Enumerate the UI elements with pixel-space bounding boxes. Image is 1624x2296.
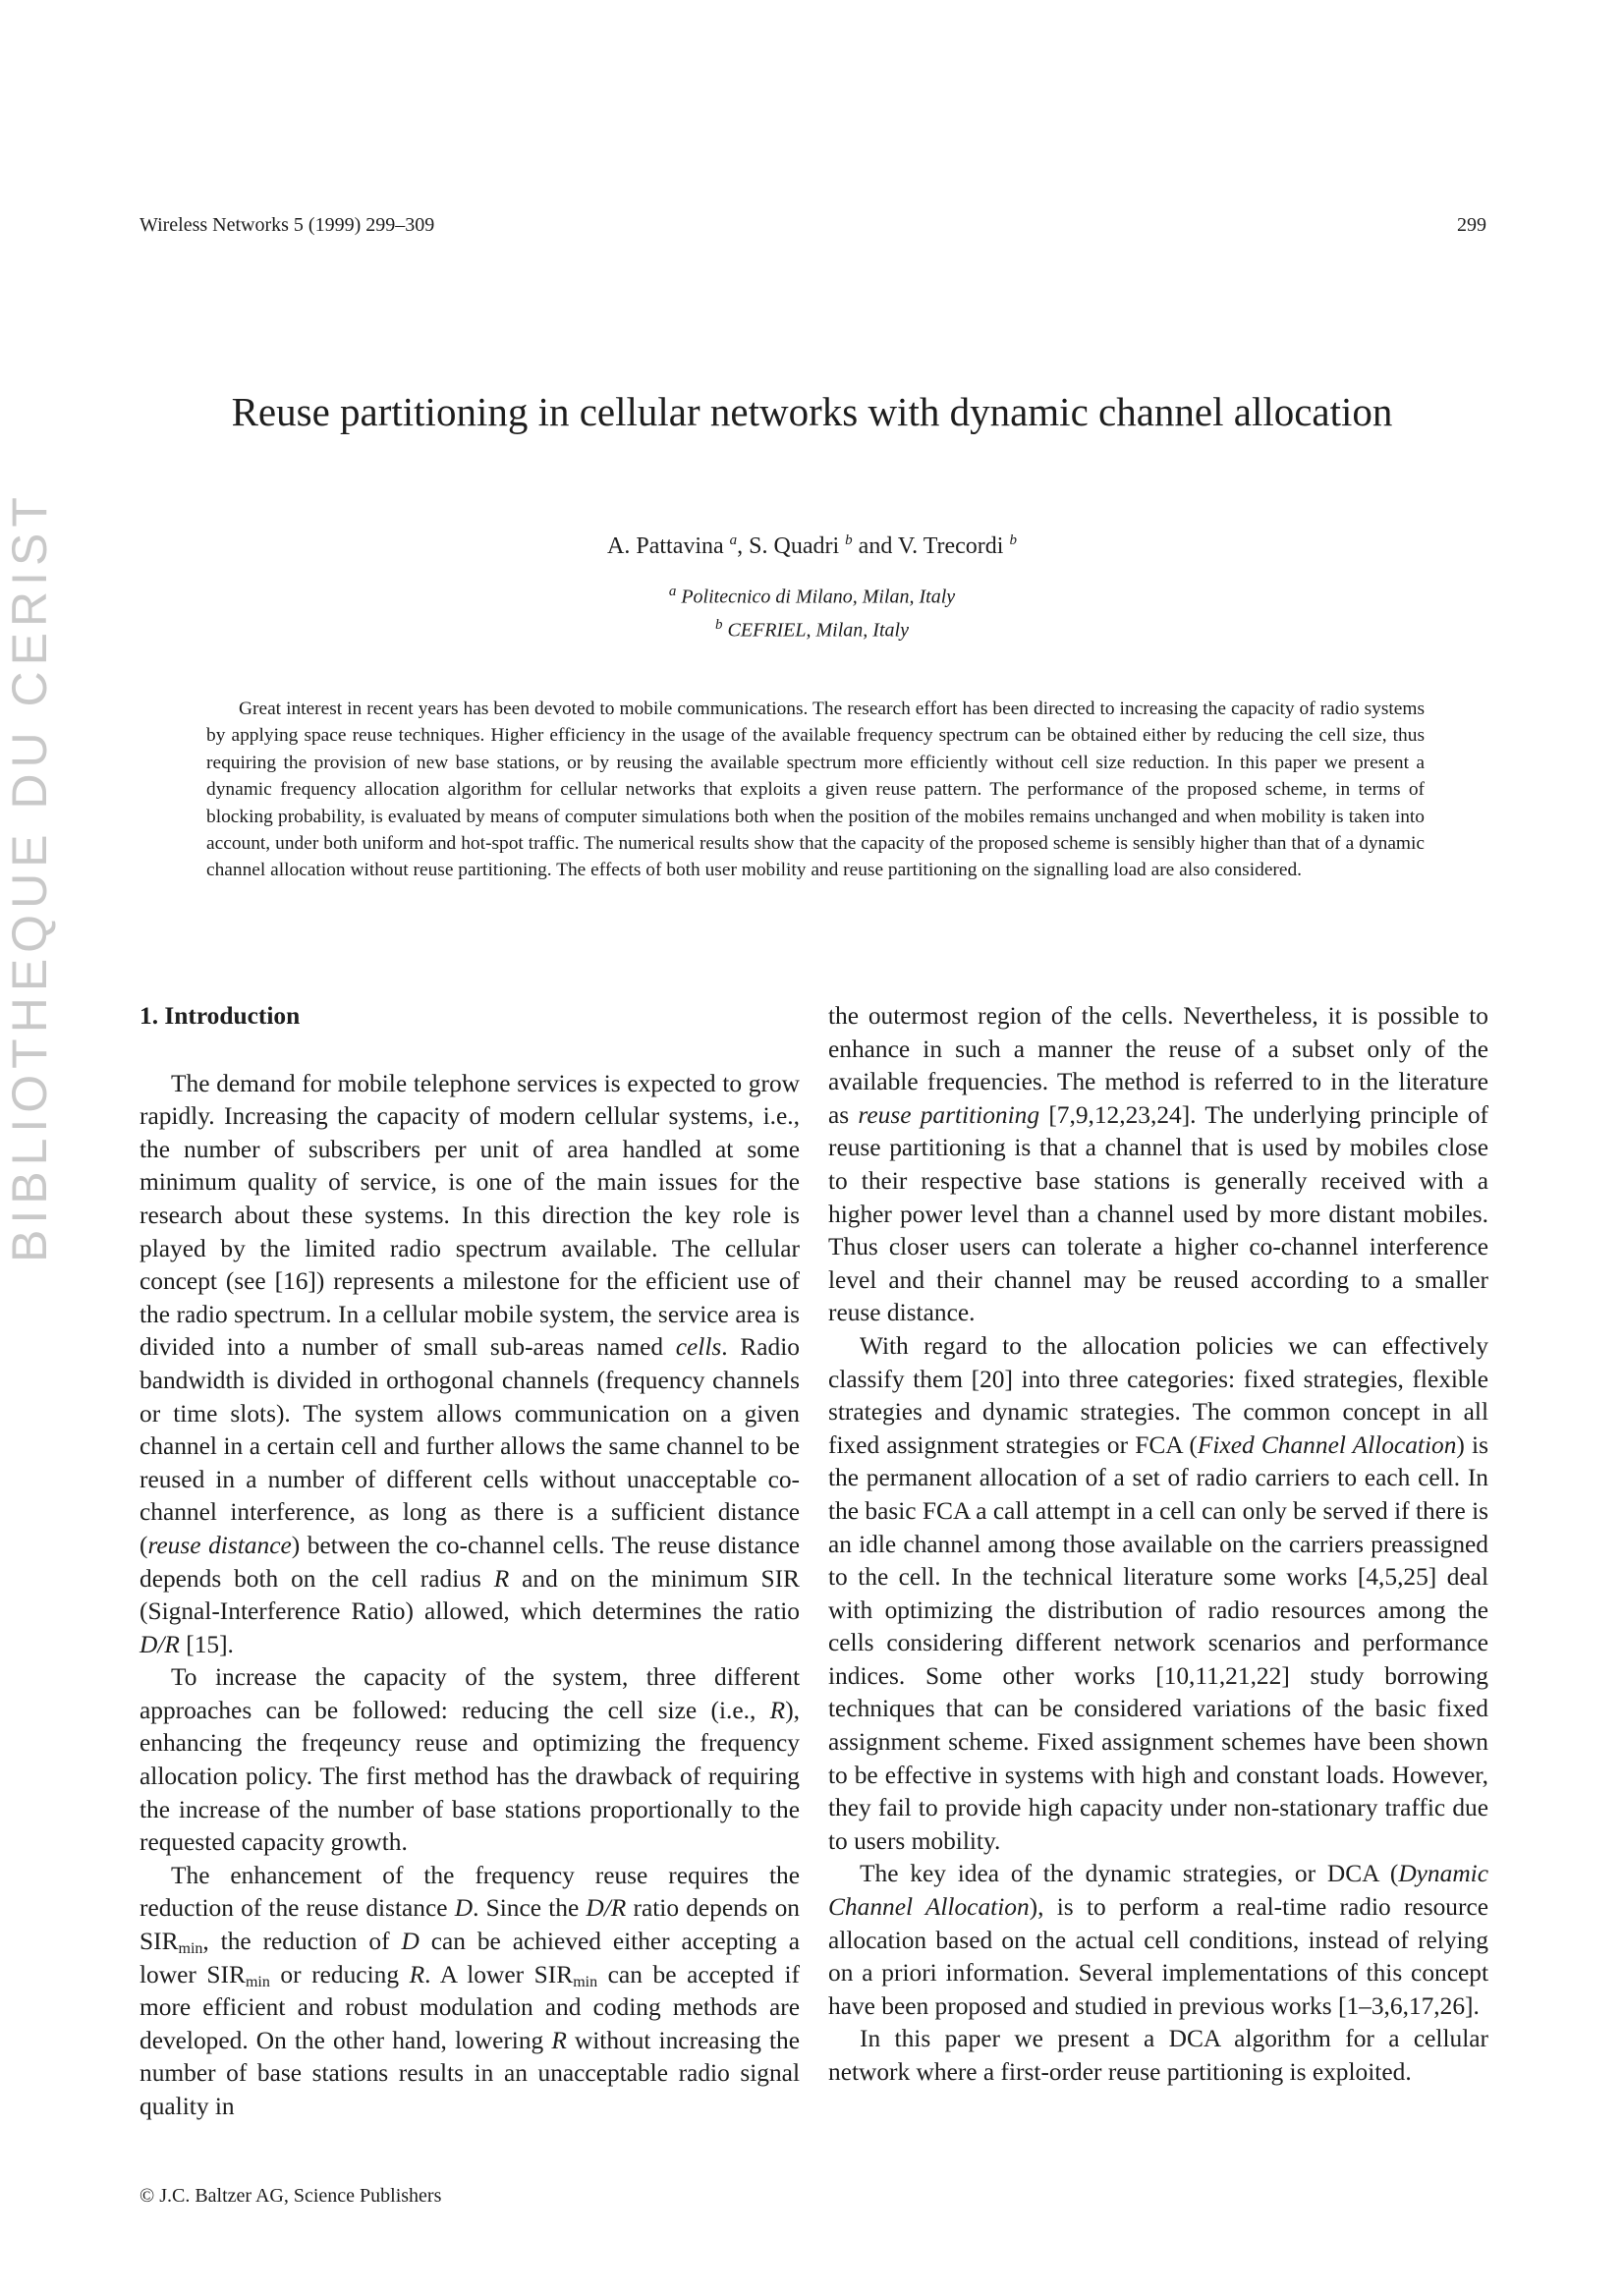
author-name: and V. Trecordi xyxy=(852,533,1004,559)
library-watermark: BIBLIOTHEQUE DU CERIST xyxy=(2,491,57,1262)
affiliation-b: $^b$ CEFRIEL, Milan, Italy xyxy=(715,616,909,642)
section-heading: 1. Introduction xyxy=(140,1002,301,1030)
paragraph: The enhancement of the frequency reuse requires the reduction of the reuse distance D. Since the D/R ratio depends on $SIR_{min}$, the reduction of D can be achieved either accepting a lower $SIR_{min}$ or reducing R. A lower $SIR_{min}$ can be accepted if more efficient and robust modulation and coding methods are developed. On the other hand, lowering R without increasing the number of base stations results in an unacceptable radio signal quality in xyxy=(140,1861,801,2120)
copyright-footer: © J.C. Baltzer AG, Science Publishers xyxy=(140,2185,442,2207)
paragraph: the outermost region of the cells. Nevertheless, it is possible to enhance in such a manner the reuse of a subset only of the available frequencies. The method is referred to in the literature as reuse partitioning [7,9,12,23,24]. The underlying principle of reuse partitioning is that a channel that is used by mobiles close to their respective base stations is generally received with a higher power level than a channel used by more distant mobiles. Thus closer users can tolerate a higher co-channel interference level and their channel may be reused according to a smaller reuse distance. xyxy=(828,1002,1488,1327)
affiliation-mark: a xyxy=(729,532,738,548)
page-number: 299 xyxy=(1457,214,1486,236)
right-column xyxy=(828,1000,1488,2090)
author-name: A. Pattavina xyxy=(607,533,724,559)
paper-title: Reuse partitioning in cellular networks with dynamic channel allocation xyxy=(231,389,1393,434)
left-column xyxy=(140,1000,800,2124)
paragraph: The demand for mobile telephone services is expected to grow rapidly. Increasing the capacity of modern cellular systems, i.e., the number of subscribers per unit of area handled at some minimum quality of service, is one of the main issues for the research about these systems. In this direction the key role is played by the limited radio spectrum available. The cellular concept (see [16]) represents a milestone for the efficient use of the radio spectrum. In a cellular mobile system, the service area is divided into a number of small sub-areas named cells. Radio bandwidth is divided in orthogonal channels (frequency channels or time slots). The system allows communication on a given channel in a certain cell and further allows the same channel to be reused in a number of different cells without unacceptable co-channel interference, as long as there is a sufficient distance (reuse distance) between the co-channel cells. The reuse distance depends both on the cell radius R and on the minimum SIR (Signal-Interference Ratio) allowed, which determines the ratio D/R [15]. xyxy=(140,1069,800,1658)
author-name: , S. Quadri xyxy=(737,533,840,559)
affiliation-mark: b xyxy=(845,532,853,548)
abstract: Great interest in recent years has been devoted to mobile communications. The research effort has been directed to increasing the capacity of radio systems by applying space reuse techniques. Higher efficiency in the usage of the available frequency spectrum can be obtained either by reducing the cell size, thus requiring the provision of new base stations, or by reusing the available spectrum more efficiently without cell size reduction. In this paper we present a dynamic frequency allocation algorithm for cellular networks that exploits a given reuse pattern. The performance of the proposed scheme, in terms of blocking probability, is evaluated by means of computer simulations both when the position of the mobiles remains unchanged and when mobility is taken into account, under both uniform and hot-spot traffic. The numerical results show that the capacity of the proposed scheme is sensibly higher than that of a dynamic channel allocation without reuse partitioning. The effects of both user mobility and reuse partitioning on the signalling load are also considered. xyxy=(206,699,1425,881)
paragraph: The key idea of the dynamic strategies, or DCA (Dynamic Channel Allocation), is to perform a real-time radio resource allocation based on the actual cell conditions, instead of relying on a priori information. Several implementations of this concept have been proposed and studied in previous works [1–3,6,17,26]. xyxy=(828,1860,1488,2020)
journal-citation: Wireless Networks 5 (1999) 299–309 xyxy=(140,214,435,236)
affiliation-a: $^a$ Politecnico di Milano, Milan, Italy xyxy=(668,584,956,608)
affiliation-mark: b xyxy=(1009,532,1017,548)
author-list xyxy=(0,532,1624,560)
paragraph: To increase the capacity of the system, three different approaches can be followed: reducing the cell size (i.e., R), enhancing the freqeuncy reuse and optimizing the frequency allocation policy. The first method has the drawback of requiring the increase of the number of base stations proportionally to the requested capacity growth. xyxy=(140,1663,800,1857)
paragraph: In this paper we present a DCA algorithm for a cellular network where a first-order reuse partitioning is exploited. xyxy=(828,2025,1488,2086)
affiliations xyxy=(0,578,1624,644)
paragraph: With regard to the allocation policies we can effectively classify them [20] into three categories: fixed strategies, flexible strategies and dynamic strategies. The common concept in all fixed assignment strategies or FCA (Fixed Channel Allocation) is the permanent allocation of a set of radio carriers to each cell. In the basic FCA a call attempt in a cell can only be served if there is an idle channel among those available on the carriers preassigned to the cell. In the technical literature some works [4,5,25] deal with optimizing the distribution of radio resources among the cells considering different network scenarios and performance indices. Some other works [10,11,21,22] study borrowing techniques that can be considered variations of the basic fixed assignment scheme. Fixed assignment schemes have been shown to be effective in systems with high and constant loads. However, they fail to provide high capacity under non-stationary traffic due to users mobility. xyxy=(828,1331,1488,1855)
